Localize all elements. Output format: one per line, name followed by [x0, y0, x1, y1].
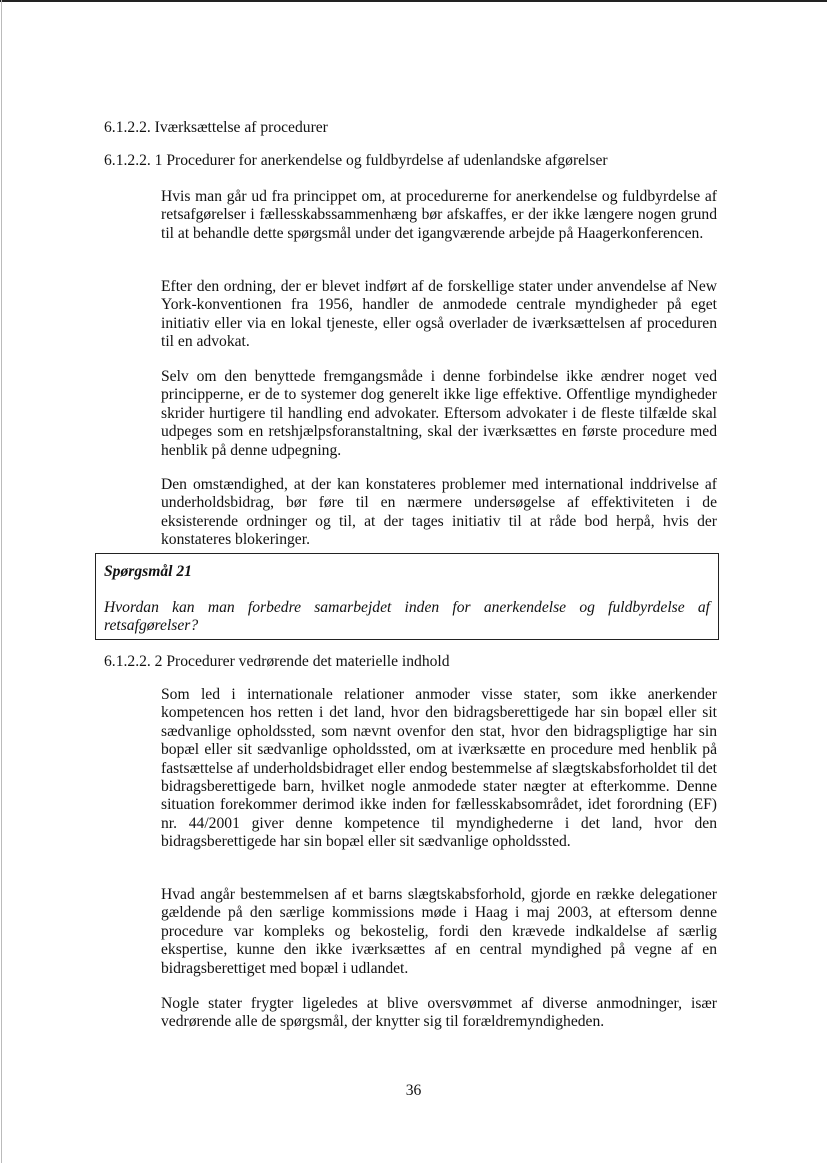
section-heading-materielle: 6.1.2.2. 2 Procedurer vedrørende det materielle indhold [104, 653, 450, 670]
page-top-border [0, 0, 827, 2]
paragraph-1: Hvis man går ud fra princippet om, at procedurerne for anerkendelse og fuldbyrdelse af retsafgørelser i fællesskabssammenhæng bør afskaffes, er der ikke længere nogen grund til at behandle dette spørgsmål under det igangværende arbejde på Haagerkonferencen. [161, 188, 717, 242]
paragraph-2: Efter den ordning, der er blevet indført af de forskellige stater under anvendelse af New York-konventionen fra 1956, handler de anmodede centrale myndigheder på eget initiativ eller via en lokal tjeneste, eller også overlader de iværksættelsen af proceduren til en advokat. [161, 278, 717, 351]
paragraph-3: Selv om den benyttede fremgangsmåde i denne forbindelse ikke ændrer noget ved principperne, er de to systemer dog generelt ikke lige effektive. Offentlige myndigheder skrider hurtigere til handling end advokater. Eftersom advokater i de fleste tilfælde skal udpeges som en retshjælpsforanstaltning, skal der iværksættes en første procedure med henblik på denne udpegning. [161, 368, 717, 459]
section-heading-anerkendelse: 6.1.2.2. 1 Procedurer for anerkendelse og fuldbyrdelse af udenlandske afgørelser [104, 152, 608, 169]
page-number: 36 [405, 1082, 422, 1099]
paragraph-4: Den omstændighed, at der kan konstateres problemer med international inddrivelse af underholdsbidrag, bør føre til en nærmere undersøgelse af effektiviteten i de eksisterende ordninger og til, at der tages initiativ til at råde bod herpå, hvis der konstateres blokeringer. [161, 476, 717, 549]
question-title: Spørgsmål 21 [104, 563, 192, 580]
question-box [95, 553, 719, 640]
question-text: Hvordan kan man forbedre samarbejdet inden for anerkendelse og fuldbyrdelse af retsafgørelser? [104, 599, 710, 635]
paragraph-5: Som led i internationale relationer anmoder visse stater, som ikke anerkender kompetencen hos retten i det land, hvor den bidragsberettigede har sin bopæl eller sit sædvanlige opholdssted, som nævnt ovenfor den stat, hvor den bidragspligtige har sin bopæl eller sit sædvanlige opholdssted, om at iværksætte en procedure med henblik på fastsættelse af underholdsbidraget eller endog bestemmelse af slægtskabsforholdet til det bidragsberettigede barn, hvilket nogle anmodede stater nægter at efterkomme. Denne situation forekommer derimod ikke inden for fællesskabsområdet, idet forordning (EF) nr. 44/2001 giver denne kompetence til myndighederne i det land, hvor den bidragsberettigede har sin bopæl eller sit sædvanlige opholdssted. [161, 686, 717, 851]
paragraph-6: Hvad angår bestemmelsen af et barns slægtskabsforhold, gjorde en række delegationer gældende på den særlige kommissions møde i Haag i maj 2003, at eftersom denne procedure var kompleks og bekostelig, fordi den krævede indkaldelse af særlig ekspertise, kunne den ikke iværksættes af en central myndighed på vegne af en bidragsberettiget med bopæl i udlandet. [161, 886, 717, 977]
section-heading-iværksættelse: 6.1.2.2. Iværksættelse af procedurer [104, 119, 328, 136]
paragraph-7: Nogle stater frygter ligeledes at blive oversvømmet af diverse anmodninger, især vedrørende alle de spørgsmål, der knytter sig til forældremyndigheden. [161, 995, 717, 1031]
page-left-edge [1, 0, 2, 1163]
